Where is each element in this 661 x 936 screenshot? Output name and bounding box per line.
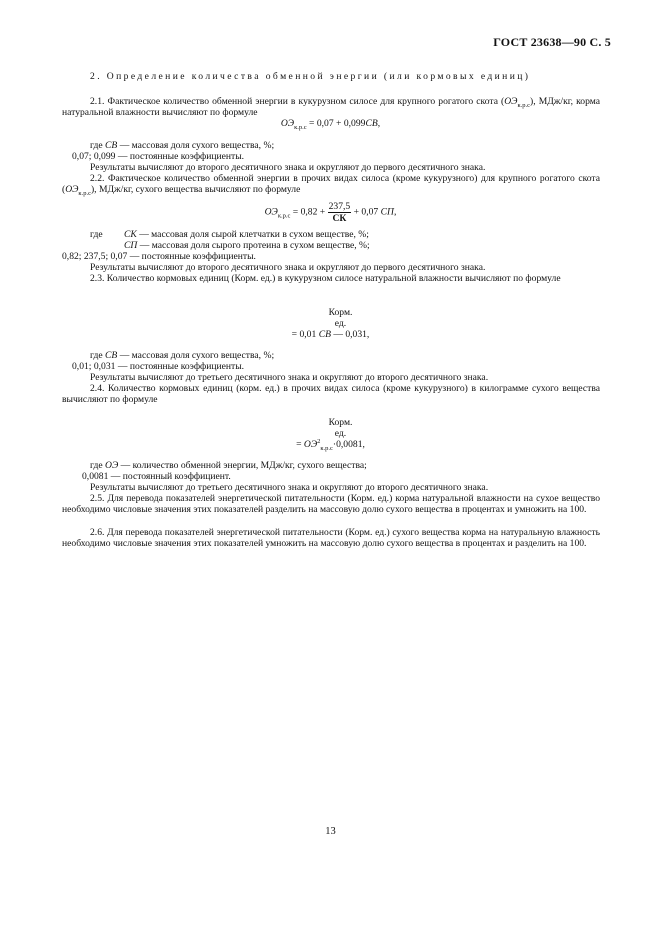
para-2-3: 2.3. Количество кормовых единиц (Корм. ед.) в кукурузном силосе натуральной влажности вычисляют по формуле [90,273,561,284]
legend-3: где СВ — массовая доля сухого вещества, %; 0,01; 0,031 — постоянные коэффициенты. Результаты вычисляют до третьего десятичного знака и округляют до второго десятичного знака. [72,350,489,383]
formula-1: $ОЭ_{к.р.с} = 0,07 + 0,099СВ$, [280,118,381,131]
formula-3: Корм. ед. = 0,01 СВ — 0,031, [291,307,370,340]
para-2-1: 2.1. Фактическое количество обменной энергии в кукурузном силосе для крупного рогатого скота $(ОЭ_{к.р.с})$, МДж/кг, корма натуральной влажности вычисляют по формуле [62,96,600,118]
page-number: 13 [325,826,336,837]
page-header: ГОСТ 23638—90 С. 5 [493,35,611,49]
para-2-4: 2.4. Количество кормовых единиц (корм. ед.) в прочих видах силоса (кроме кукурузного) в килограмме сухого вещества вычисляют по формуле [62,383,600,405]
para-2-2: 2.2. Фактическое количество обменной энергии в прочих видах силоса (кроме кукурузного) для крупного рогатого скота $(ОЭ_{к.р.с})$, МДж/кг, сухого вещества вычисляют по формуле [62,173,600,197]
formula-2: $ОЭ_{к.р.с} = 0,82$ + $\frac{237,5}{СК}$ + 0,07 СП, [264,201,397,224]
legend-2: где СК — массовая доля сырой клетчатки в сухом веществе, %; СП — массовая доля сырого протеина в сухом веществе, %; 0,82; 237,5; 0,07 — постоянные коэффициенты. Результаты вычисляют до второго десятичного знака и округляют до первого десятичного знака. [62,229,486,273]
legend-4: где ОЭ — количество обменной энергии, МДж/кг, сухого вещества; 0,0081 — постоянный коэффициент. Результаты вычисляют до третьего десятичного знака и округляют до второго десятичного знака. [82,460,489,493]
para-2-6: 2.6. Для перевода показателей энергетической питательности (Корм. ед.) сухого вещества корма на натуральную влажность необходимо числовые значения этих показателей умножить на массовую долю сухого вещества в процентах и разделить на 100. [62,527,600,549]
legend-1: где СВ — массовая доля сухого вещества, %; 0,07; 0,099 — постоянные коэффициенты. Результаты вычисляют до второго десятичного знака и округляют до первого десятичного знака. [72,140,486,173]
formula-4: Корм. ед. = $ОЭ^2_{к.р.с}\cdot 0,0081$, [296,417,365,452]
section-2-heading: 2. Определение количества обменной энергии (или кормовых единиц) [90,71,531,82]
para-2-5: 2.5. Для перевода показателей энергетической питательности (Корм. ед.) корма натуральной влажности на сухое вещество необходимо числовые значения этих показателей разделить на массовую долю сухого вещества в процентах и умножить на 100. [62,493,600,515]
